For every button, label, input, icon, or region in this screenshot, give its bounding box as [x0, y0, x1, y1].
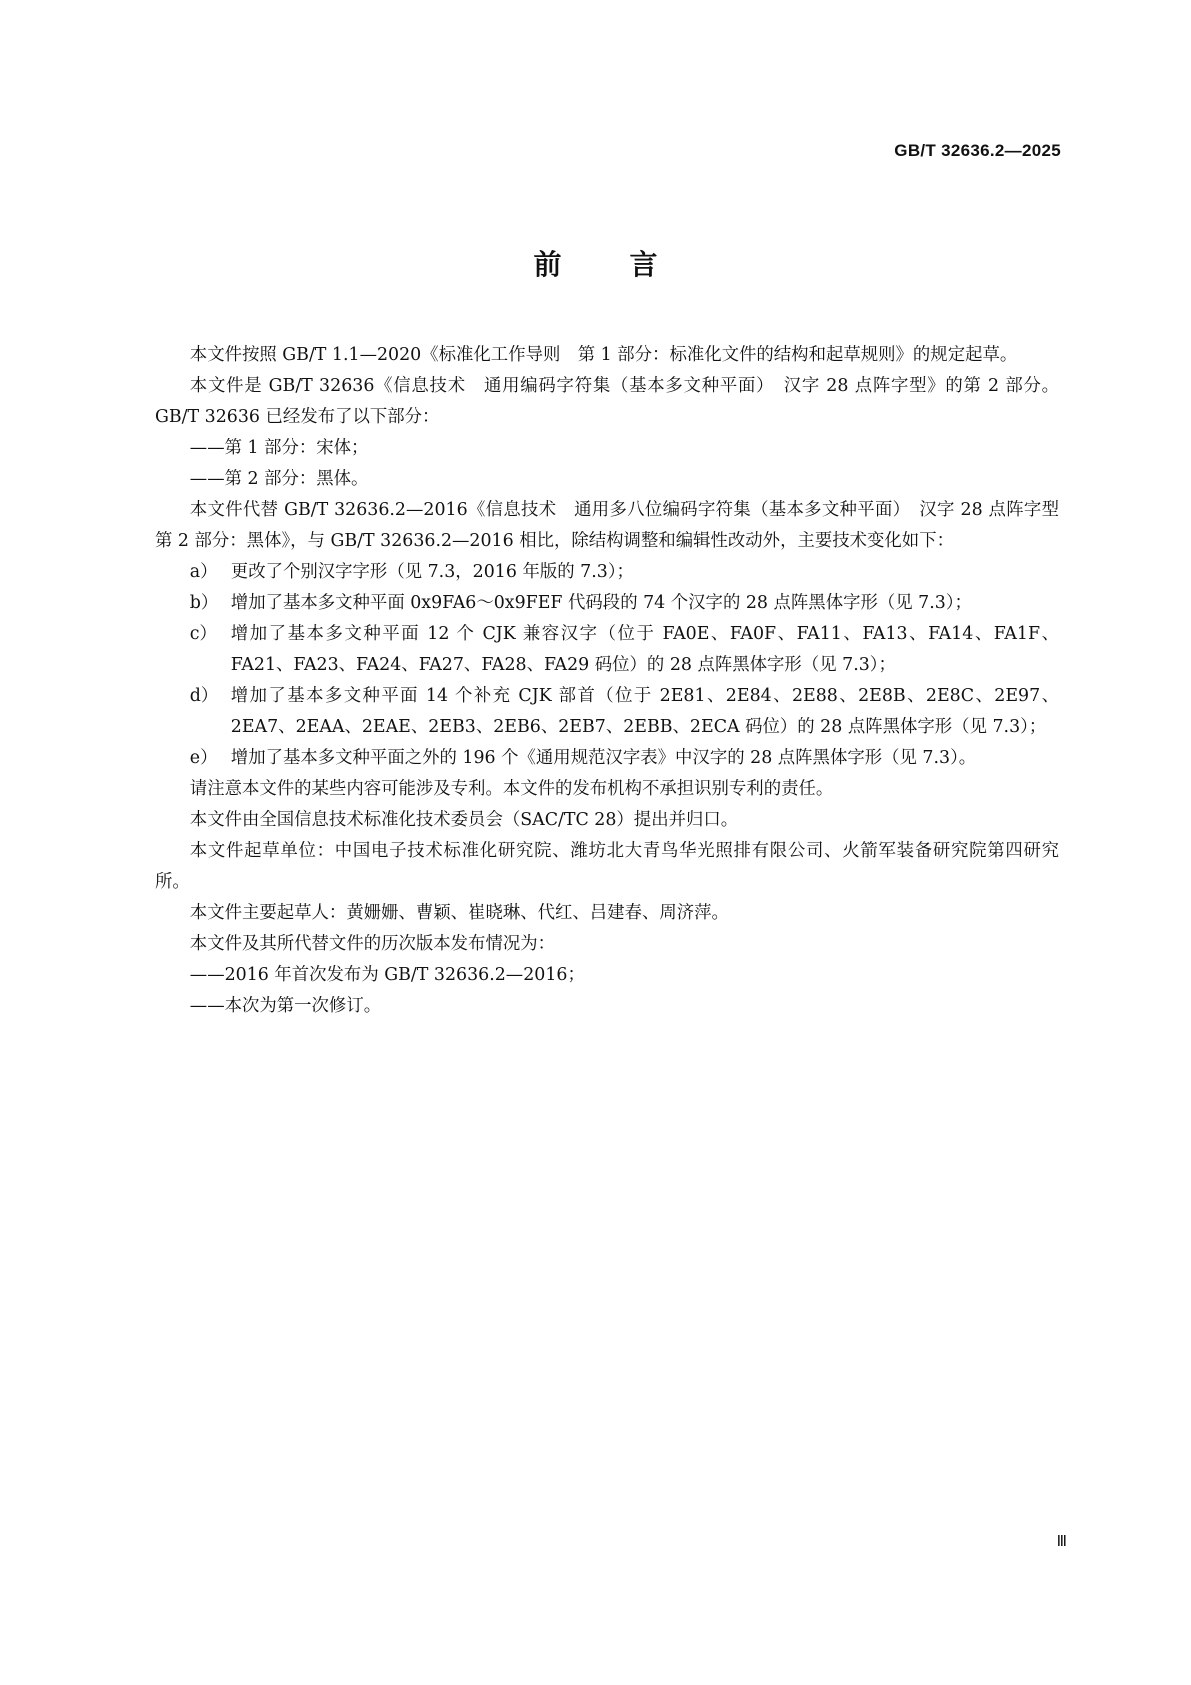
list-item-marker: c）	[189, 624, 217, 644]
list-item	[190, 588, 1059, 619]
page-number: Ⅲ	[1056, 1534, 1067, 1550]
paragraph-committee: 本文件由全国信息技术标准化技术委员会（SAC/TC 28）提出并归口。	[189, 810, 739, 830]
paragraph-version-history: 本文件及其所代替文件的历次版本发布情况为：	[189, 934, 556, 954]
paragraph-series-info: 本文件是 GB/T 32636《信息技术 通用编码字符集（基本多文种平面） 汉字 28 点阵字型》的第 2 部分。GB/T 32636 已经发布了以下部分：	[155, 376, 1059, 427]
list-item-text: 增加了基本多文种平面 14 个补充 CJK 部首（位于 2E81、2E84、2E88、2E8B、2E8C、2E97、2EA7、2EAA、2EAE、2EB3、2EB6、2EB7、2EBB、2ECA 码位）的 28 点阵黑体字形（见 7.3）；	[230, 686, 1059, 737]
standard-number: GB/T 32636.2—2025	[894, 141, 1061, 160]
list-item	[190, 681, 1059, 743]
list-item-marker: b）	[189, 593, 219, 613]
dash-item-part1: ——第 1 部分：宋体；	[189, 438, 369, 458]
preface-body	[155, 340, 1077, 1022]
changes-list	[155, 557, 1059, 774]
list-item	[190, 619, 1059, 681]
paragraph-patent-notice: 请注意本文件的某些内容可能涉及专利。本文件的发布机构不承担识别专利的责任。	[189, 779, 834, 799]
paragraph-drafters: 本文件主要起草人：黄姗姗、曹颖、崔晓琳、代红、吕建春、周济萍。	[189, 903, 729, 923]
dash-item-first-release: ——2016 年首次发布为 GB/T 32636.2—2016；	[189, 965, 585, 985]
list-item-text: 增加了基本多文种平面 12 个 CJK 兼容汉字（位于 FA0E、FA0F、FA11、FA13、FA14、FA1F、FA21、FA23、FA24、FA27、FA28、FA29 码位）的 28 点阵黑体字形（见 7.3）；	[230, 624, 1059, 675]
page-title: 前言	[533, 248, 726, 281]
dash-item-revision: ——本次为第一次修订。	[189, 996, 382, 1016]
paragraph-drafting-units: 本文件起草单位：中国电子技术标准化研究院、潍坊北大青鸟华光照排有限公司、火箭军装备研究院第四研究所。	[155, 841, 1059, 892]
list-item-marker: e）	[189, 748, 218, 768]
list-item-text: 增加了基本多文种平面之外的 196 个《通用规范汉字表》中汉字的 28 点阵黑体字形（见 7.3）。	[230, 748, 977, 768]
list-item-marker: a）	[189, 562, 218, 582]
paragraph-replacement: 本文件代替 GB/T 32636.2—2016《信息技术 通用多八位编码字符集（基本多文种平面） 汉字 28 点阵字型 第 2 部分：黑体》，与 GB/T 32636.2—2016 相比，除结构调整和编辑性改动外，主要技术变化如下：	[155, 500, 1077, 551]
dash-item-part2: ——第 2 部分：黑体。	[189, 469, 369, 489]
list-item-text: 更改了个别汉字字形（见 7.3，2016 年版的 7.3）；	[230, 562, 634, 582]
list-item-marker: d）	[189, 686, 219, 706]
paragraph-drafting-rules: 本文件按照 GB/T 1.1—2020《标准化工作导则 第 1 部分：标准化文件的结构和起草规则》的规定起草。	[189, 345, 1018, 365]
list-item-text: 增加了基本多文种平面 0x9FA6～0x9FEF 代码段的 74 个汉字的 28 点阵黑体字形（见 7.3）；	[230, 593, 972, 613]
list-item	[190, 743, 1059, 774]
list-item	[190, 557, 1059, 588]
